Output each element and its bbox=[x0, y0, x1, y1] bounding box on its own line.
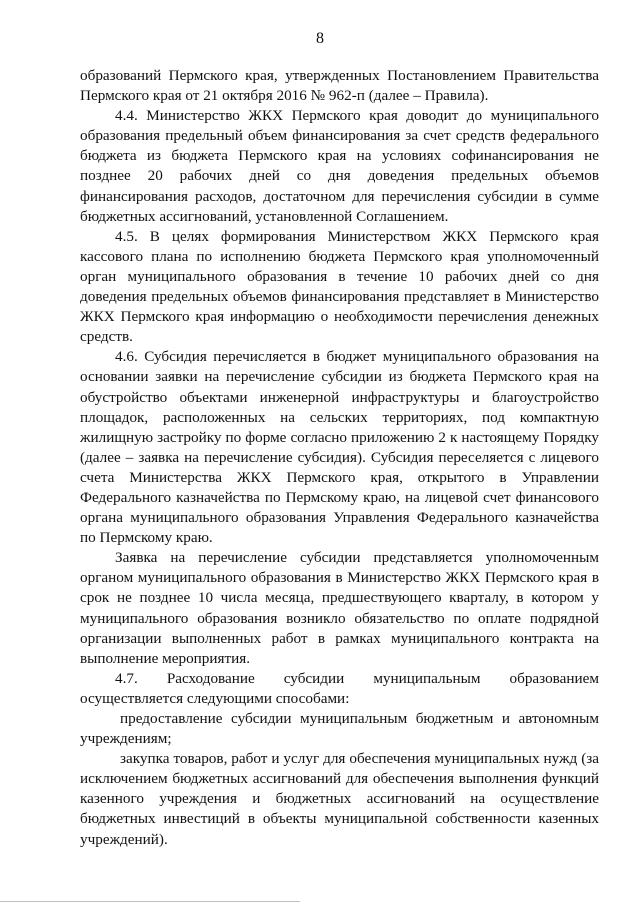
list-item-procurement: закупка товаров, работ и услуг для обеспечения муниципальных нужд (за исключением бюджетных ассигнований для обеспечения выполнения функций казенного учреждения и бюджетных ассигнований на осуществление бюджетных инвестиций в объекты муниципальной собственности казенных учреждений). bbox=[80, 750, 599, 848]
paragraph-4-7: 4.7. Расходование субсидии муниципальным образованием осуществляется следующими способами: bbox=[80, 669, 599, 707]
paragraph-application: Заявка на перечисление субсидии представляется уполномоченным органом муниципального образования в Министерство ЖКХ Пермского края в срок не позднее 10 числа месяца, предшествующего кварталу, в котором у муниципального образования возникло обязательство по оплате подрядной организации выполненных работ в рамках муниципального контракта на выполнение мероприятия. bbox=[80, 549, 599, 667]
paragraph-4-6: 4.6. Субсидия перечисляется в бюджет муниципального образования на основании заявки на перечисление субсидии из бюджета Пермского края на обустройство объектами инженерной инфраструктуры и благоустройство площадок, расположенных на сельских территориях, под компактную жилищную застройку по форме согласно приложению 2 к настоящему Порядку (далее – заявка на перечисление субсидия). Субсидия переселяется с лицевого счета Министерства ЖКХ Пермского края, открытого в Управлении Федерального казначейства по Пермскому краю, на лицевой счет финансового органа муниципального образования Управления Федерального казначейства по Пермскому краю. bbox=[80, 348, 599, 547]
list-item-subsidy: предоставление субсидии муниципальным бюджетным и автономным учреждениям; bbox=[80, 710, 599, 748]
paragraph-4-4: 4.4. Министерство ЖКХ Пермского края доводит до муниципального образования предельный объем финансирования за счет средств федерального бюджета из бюджета Пермского края на условиях софинансирования не позднее 20 рабочих дней со дня доведения предельных объемов финансирования расходов, достаточном для перечисления субсидии в сумме бюджетных ассигнований, установленной Соглашением. bbox=[80, 107, 599, 225]
document-body bbox=[80, 66, 599, 850]
paragraph-4-5: 4.5. В целях формирования Министерством ЖКХ Пермского края кассового плана по исполнению бюджета Пермского края уполномоченный орган муниципального образования в течение 10 рабочих дней со дня доведения предельных объемов финансирования представляет в Министерство ЖКХ Пермского края информацию о необходимости перечисления денежных средств. bbox=[80, 227, 599, 346]
paragraph-continuation: образований Пермского края, утвержденных Постановлением Правительства Пермского края от 21 октября 2016 № 962-п (далее – Правила). bbox=[80, 67, 599, 105]
page-divider bbox=[0, 901, 300, 902]
page-number: 8 bbox=[316, 30, 324, 47]
